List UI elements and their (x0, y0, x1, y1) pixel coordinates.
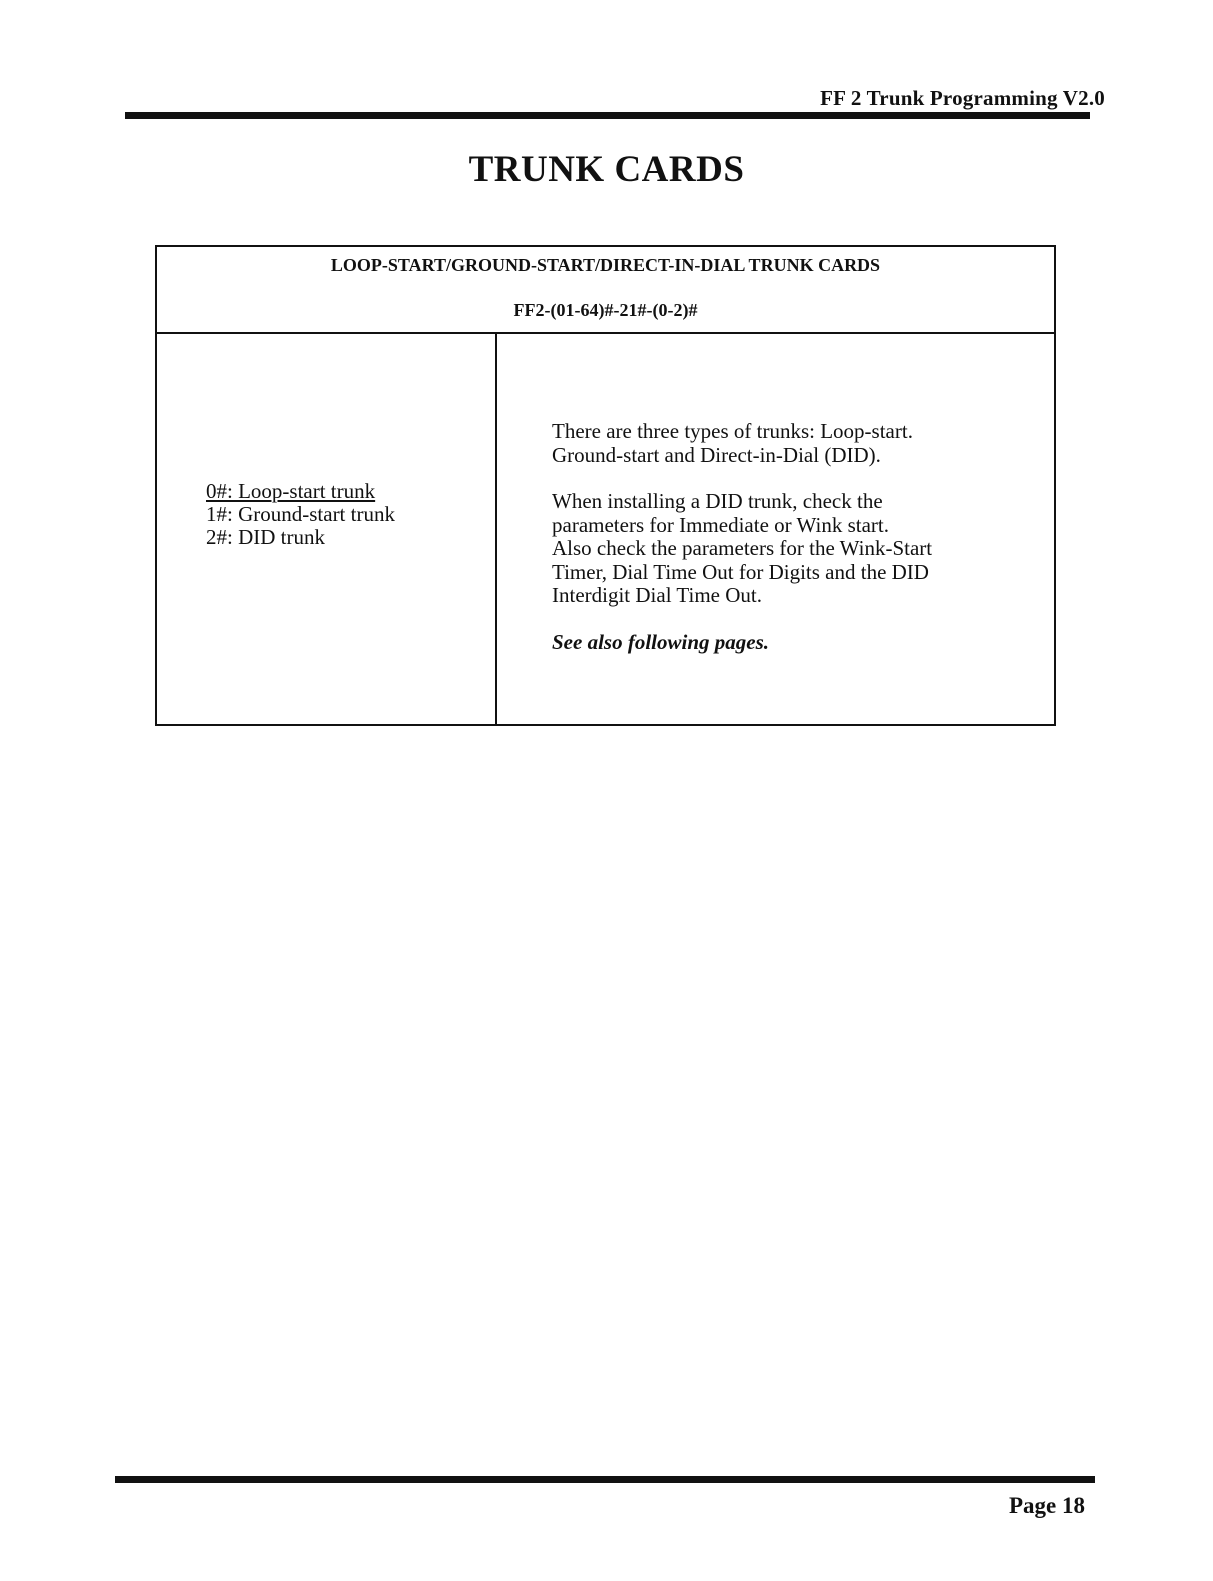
page-number: Page 18 (1008, 1493, 1085, 1518)
running-header: FF 2 Trunk Programming V2.0 (820, 86, 1105, 110)
paragraph-did-install (552, 490, 1032, 608)
description-line: When installing a DID trunk, check the (552, 489, 883, 513)
description-line: There are three types of trunks: Loop-start. (552, 419, 913, 443)
description-line: Timer, Dial Time Out for Digits and the DID (552, 559, 929, 584)
programming-code: FF2-(01-64)#-21#-(0-2)# (513, 300, 698, 320)
description-line: Interdigit Dial Time Out. (552, 583, 762, 607)
description-line: Ground-start and Direct-in-Dial (DID). (552, 442, 881, 467)
description-line: parameters for Immediate or Wink start. (552, 512, 889, 537)
see-also-note: See also following pages. (552, 629, 770, 654)
paragraph-trunk-types (552, 420, 1032, 467)
options-cell (206, 480, 395, 549)
table-header-row (157, 247, 1054, 334)
option-loop-start: 0#: Loop-start trunk (206, 479, 376, 503)
description-cell (552, 420, 1032, 677)
option-did: 2#: DID trunk (206, 525, 325, 549)
table-heading: LOOP-START/GROUND-START/DIRECT-IN-DIAL TRUNK CARDS (330, 255, 881, 275)
bottom-rule (115, 1476, 1095, 1483)
page-title: TRUNK CARDS (468, 149, 745, 190)
description-line: Also check the parameters for the Wink-Start (552, 536, 933, 560)
option-ground-start: 1#: Ground-start trunk (206, 502, 395, 526)
top-rule (125, 112, 1090, 119)
column-divider (495, 334, 497, 724)
trunk-cards-table (155, 245, 1056, 726)
